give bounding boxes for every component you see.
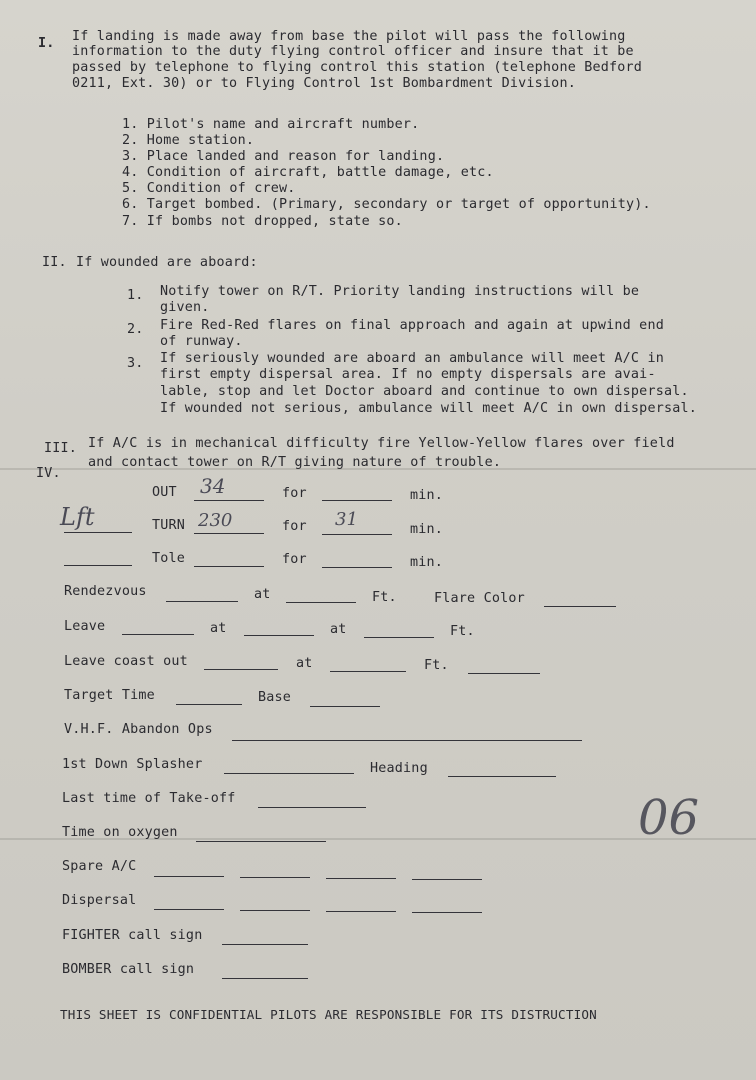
section-2-item-line: of runway. <box>160 334 243 349</box>
section-1-line: If landing is made away from base the pilot will pass the following <box>72 29 626 44</box>
tole-field[interactable] <box>194 566 264 567</box>
turn-value: 230 <box>198 510 233 531</box>
section-1-item: 7. If bombs not dropped, state so. <box>122 214 403 229</box>
for-label: for <box>282 486 307 501</box>
section-1-line: passed by telephone to flying control this station (telephone Bedford <box>72 60 643 75</box>
section-2-item-number: 1. <box>127 288 144 303</box>
fighter-callsign-field[interactable] <box>222 944 308 945</box>
leave-label: Leave <box>64 619 106 634</box>
flare-color-label: Flare Color <box>434 591 525 606</box>
confidential-notice: THIS SHEET IS CONFIDENTIAL PILOTS ARE RESPONSIBLE FOR ITS DISTRUCTION <box>60 1007 597 1022</box>
turn-minutes-value: 31 <box>335 509 358 530</box>
section-2-numeral: II. <box>42 255 67 270</box>
section-1-item: 5. Condition of crew. <box>122 181 296 196</box>
section-1-item: 6. Target bombed. (Primary, secondary or target of opportunity). <box>122 197 651 212</box>
heading-label: Heading <box>370 761 428 776</box>
left-margin-note: Lft <box>60 503 95 531</box>
oxygen-label: Time on oxygen <box>62 825 178 840</box>
dispersal-field-2[interactable] <box>240 910 310 911</box>
for-label: for <box>282 519 307 534</box>
base-label: Base <box>258 690 292 705</box>
section-3-line: If A/C is in mechanical difficulty fire Yellow-Yellow flares over field <box>88 436 675 451</box>
turn-field[interactable] <box>194 533 264 534</box>
out-label: OUT <box>152 485 177 500</box>
bomber-callsign-label: BOMBER call sign <box>62 962 195 977</box>
section-2-heading: If wounded are aboard: <box>76 255 258 270</box>
min-label: min. <box>410 488 444 503</box>
leave-field[interactable] <box>122 634 194 635</box>
dispersal-field-3[interactable] <box>326 911 396 912</box>
section-2-item-number: 2. <box>127 322 144 337</box>
ft-label: Ft. <box>372 590 397 605</box>
spare-label: Spare A/C <box>62 859 137 874</box>
tole-label: Tole <box>152 551 186 566</box>
for-label: for <box>282 552 307 567</box>
section-1-line: 0211, Ext. 30) or to Flying Control 1st Bombardment Division. <box>72 76 576 91</box>
section-1-item: 3. Place landed and reason for landing. <box>122 149 445 164</box>
section-2-item-line: Notify tower on R/T. Priority landing instructions will be <box>160 284 640 299</box>
dispersal-field-4[interactable] <box>412 912 482 913</box>
spare-field-4[interactable] <box>412 879 482 880</box>
bomber-callsign-field[interactable] <box>222 978 308 979</box>
spare-field-2[interactable] <box>240 877 310 878</box>
tole-prefix-field[interactable] <box>64 565 132 566</box>
leave-coast-label: Leave coast out <box>64 654 188 669</box>
at-label: at <box>296 656 313 671</box>
turn-label: TURN <box>152 518 186 533</box>
section-1-item: 4. Condition of aircraft, battle damage, etc. <box>122 165 494 180</box>
leave-time-field[interactable] <box>244 635 314 636</box>
turn-minutes-field[interactable] <box>322 534 392 535</box>
at-label: at <box>254 587 271 602</box>
min-label: min. <box>410 555 444 570</box>
dispersal-label: Dispersal <box>62 893 137 908</box>
section-3-numeral: III. <box>44 441 78 456</box>
section-1-item: 2. Home station. <box>122 133 255 148</box>
turn-prefix-field[interactable] <box>64 532 132 533</box>
spare-field-3[interactable] <box>326 878 396 879</box>
spare-field-1[interactable] <box>154 876 224 877</box>
section-1-line: information to the duty flying control officer and insure that it be <box>72 44 634 59</box>
fighter-callsign-label: FIGHTER call sign <box>62 928 203 943</box>
target-time-field[interactable] <box>176 704 242 705</box>
margin-handwritten-number: 06 <box>638 790 700 846</box>
section-2-item-line: first empty dispersal area. If no empty dispersals are avai- <box>160 367 656 382</box>
ft-label: Ft. <box>450 624 475 639</box>
leave-altitude-field[interactable] <box>364 637 434 638</box>
section-2-item-line: given. <box>160 300 210 315</box>
rendezvous-label: Rendezvous <box>64 584 147 599</box>
section-4-numeral: IV. <box>36 466 61 481</box>
section-1-numeral: I. <box>38 36 55 51</box>
at-label: at <box>210 621 227 636</box>
at-label: at <box>330 622 347 637</box>
section-2-item-number: 3. <box>127 356 144 371</box>
down-splasher-field[interactable] <box>224 773 354 774</box>
oxygen-field[interactable] <box>196 841 326 842</box>
tole-minutes-field[interactable] <box>322 567 392 568</box>
base-field[interactable] <box>310 706 380 707</box>
rendezvous-field[interactable] <box>166 601 238 602</box>
out-minutes-field[interactable] <box>322 500 392 501</box>
leave-coast-field[interactable] <box>204 669 278 670</box>
ft-label: Ft. <box>424 658 449 673</box>
heading-field[interactable] <box>448 776 556 777</box>
section-1-item: 1. Pilot's name and aircraft number. <box>122 117 420 132</box>
out-field[interactable] <box>194 500 264 501</box>
section-2-item-line: If seriously wounded are aboard an ambulance will meet A/C in <box>160 351 664 366</box>
leave-coast-altitude-field[interactable] <box>468 673 540 674</box>
flare-color-field[interactable] <box>544 606 616 607</box>
takeoff-field[interactable] <box>258 807 366 808</box>
out-value: 34 <box>200 474 226 498</box>
vhf-label: V.H.F. Abandon Ops <box>64 722 213 737</box>
min-label: min. <box>410 522 444 537</box>
section-2-item-line: If wounded not serious, ambulance will meet A/C in own dispersal. <box>160 401 698 416</box>
section-2-item-line: lable, stop and let Doctor aboard and continue to own dispersal. <box>160 384 689 399</box>
section-3-line: and contact tower on R/T giving nature of trouble. <box>88 455 502 470</box>
leave-coast-time-field[interactable] <box>330 671 406 672</box>
target-time-label: Target Time <box>64 688 155 703</box>
rendezvous-altitude-field[interactable] <box>286 602 356 603</box>
takeoff-label: Last time of Take-off <box>62 791 236 806</box>
vhf-field[interactable] <box>232 740 582 741</box>
section-2-item-line: Fire Red-Red flares on final approach and again at upwind end <box>160 318 664 333</box>
dispersal-field-1[interactable] <box>154 909 224 910</box>
down-splasher-label: 1st Down Splasher <box>62 757 203 772</box>
